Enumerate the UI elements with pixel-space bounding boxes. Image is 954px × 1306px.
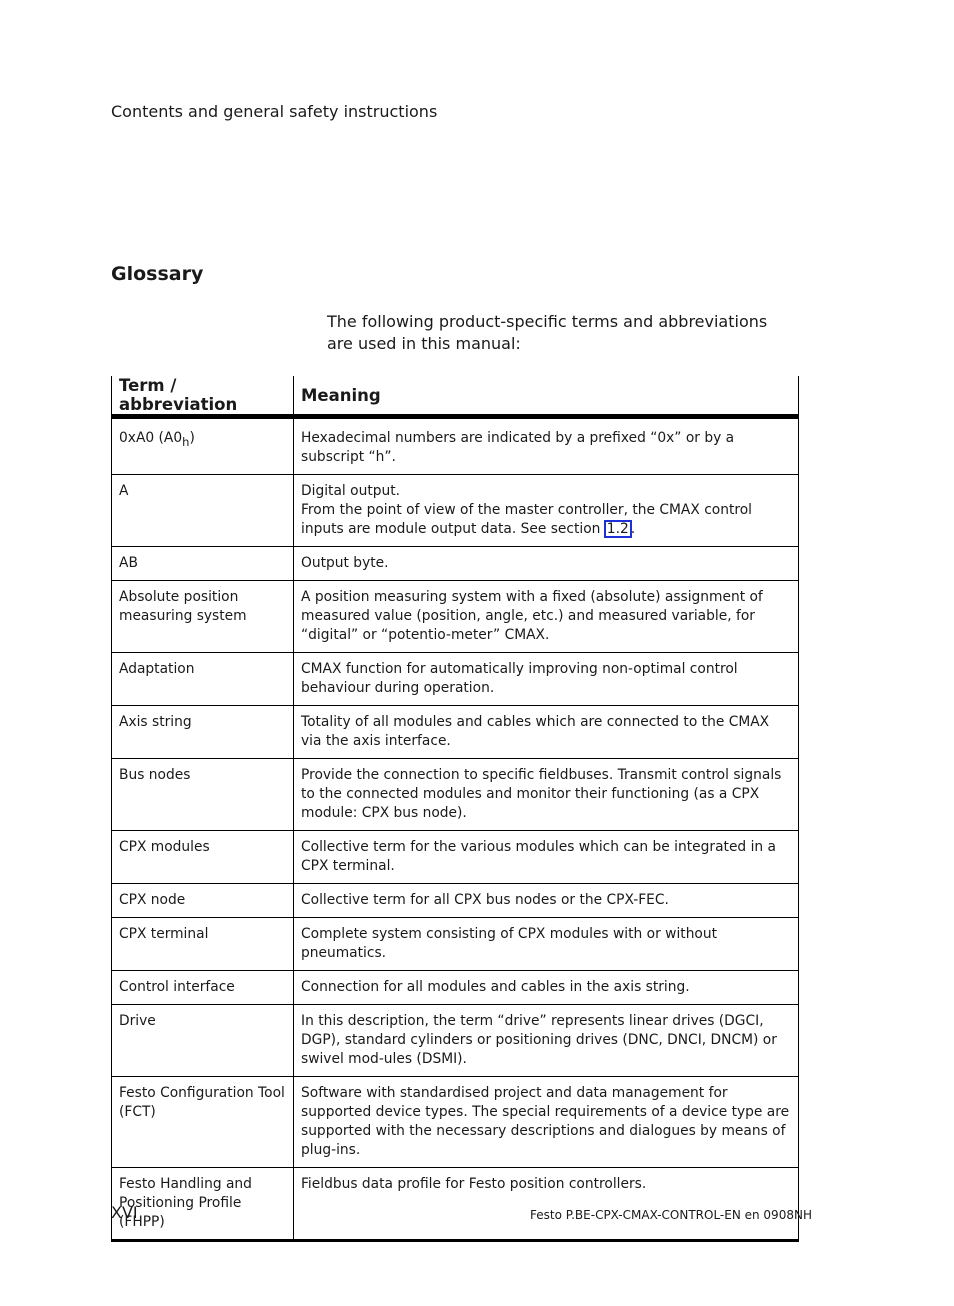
term-cell: CPX node bbox=[112, 884, 294, 918]
term-cell: AB bbox=[112, 547, 294, 581]
term-cell: Drive bbox=[112, 1005, 294, 1077]
term-cell: Absolute position measuring system bbox=[112, 581, 294, 653]
subscript-h: h bbox=[182, 434, 190, 449]
term-cell: Festo Handling and Positioning Profile (FHPP) bbox=[112, 1168, 294, 1241]
meaning-cell: Output byte. bbox=[294, 547, 799, 581]
column-header-term: Term / abbreviation bbox=[112, 376, 294, 417]
table-row bbox=[112, 1005, 799, 1077]
meaning-cell: Collective term for all CPX bus nodes or the CPX-FEC. bbox=[294, 884, 799, 918]
meaning-cell: Complete system consisting of CPX modules with or without pneumatics. bbox=[294, 918, 799, 971]
table-row bbox=[112, 1077, 799, 1168]
table-row bbox=[112, 918, 799, 971]
term-cell: A bbox=[112, 475, 294, 547]
meaning-cell: Software with standardised project and data management for supported device types. The special requirements of a device type are supported with the necessary descriptions and dialogues by means of plug-ins. bbox=[294, 1077, 799, 1168]
meaning-cell: CMAX function for automatically improving non-optimal control behaviour during operation. bbox=[294, 653, 799, 706]
meaning-cell: Totality of all modules and cables which are connected to the CMAX via the axis interface. bbox=[294, 706, 799, 759]
table-row bbox=[112, 417, 799, 475]
table-row bbox=[112, 706, 799, 759]
glossary-table bbox=[111, 376, 799, 1242]
term-cell: Bus nodes bbox=[112, 759, 294, 831]
meaning-cell: Connection for all modules and cables in the axis string. bbox=[294, 971, 799, 1005]
term-cell: CPX terminal bbox=[112, 918, 294, 971]
table-row bbox=[112, 1168, 799, 1241]
table-row bbox=[112, 581, 799, 653]
section-link[interactable]: 1.2 bbox=[604, 520, 632, 538]
table-row bbox=[112, 475, 799, 547]
meaning-cell: Provide the connection to specific fieldbuses. Transmit control signals to the connected modules and monitor their functioning (as a CPX module: CPX bus node). bbox=[294, 759, 799, 831]
intro-text: The following product-specific terms and abbreviations are used in this manual: bbox=[327, 312, 768, 353]
table-row bbox=[112, 831, 799, 884]
meaning-cell: Digital output. From the point of view of the master controller, the CMAX control inputs are module output data. See section 1.2 . bbox=[294, 475, 799, 547]
meaning-cell: In this description, the term “drive” represents linear drives (DGCI, DGP), standard cylinders or positioning drives (DNC, DNCI, DNCM) or swivel mod-ules (DSMI). bbox=[294, 1005, 799, 1077]
document-id: Festo P.BE-CPX-CMAX-CONTROL-EN en 0908NH bbox=[530, 1208, 812, 1222]
meaning-cell: Fieldbus data profile for Festo position controllers. bbox=[294, 1168, 799, 1241]
page-number: XVI bbox=[111, 1203, 138, 1222]
meaning-cell: Hexadecimal numbers are indicated by a prefixed “0x” or by a subscript “h”. bbox=[294, 417, 799, 475]
table-header-row bbox=[112, 376, 799, 417]
term-cell: Control interface bbox=[112, 971, 294, 1005]
column-header-meaning: Meaning bbox=[294, 376, 799, 417]
table-row bbox=[112, 759, 799, 831]
section-title: Glossary bbox=[111, 263, 204, 285]
table-row bbox=[112, 547, 799, 581]
table-row bbox=[112, 653, 799, 706]
meaning-cell: Collective term for the various modules which can be integrated in a CPX terminal. bbox=[294, 831, 799, 884]
term-cell: Festo Configuration Tool (FCT) bbox=[112, 1077, 294, 1168]
term-cell: 0xA0 $(A0_h)$ bbox=[112, 417, 294, 475]
meaning-cell: A position measuring system with a fixed (absolute) assignment of measured value (position, angle, etc.) and measured variable, for “digital” or “potentio-meter” CMAX. bbox=[294, 581, 799, 653]
term-cell: Adaptation bbox=[112, 653, 294, 706]
table-row bbox=[112, 884, 799, 918]
term-cell: Axis string bbox=[112, 706, 294, 759]
term-cell: CPX modules bbox=[112, 831, 294, 884]
running-head: Contents and general safety instructions bbox=[111, 102, 438, 121]
table-row bbox=[112, 971, 799, 1005]
